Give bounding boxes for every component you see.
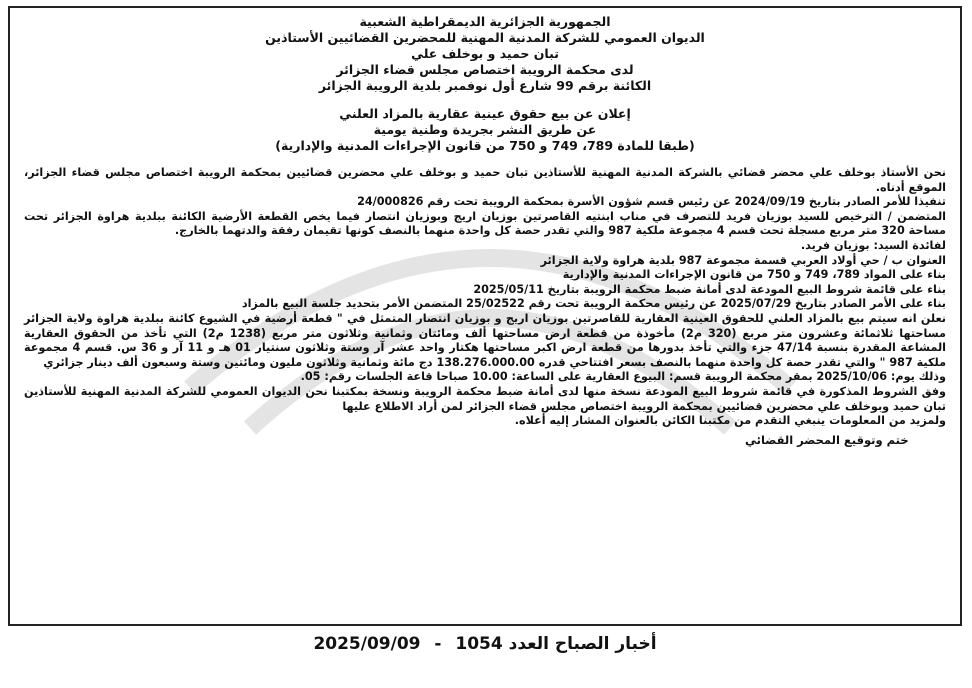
body-paragraph-date: وذلك يوم: 2025/10/06 بمقر محكمة الرويبة قسم: البيوع العقارية على الساعة: 10.00 صباحا قاعة الجلسات رقم: 05. [300,370,946,384]
header-line-bailiffs: تبان حميد و بوخلف علي [411,46,559,61]
body-paragraph-legal-basis: بناء على المواد 789، 749 و 750 من قانون الإجراءات المدنية والإدارية [562,268,946,282]
publication-date: 2025/09/09 [313,634,421,654]
header-line-republic: الجمهورية الجزائرية الديمقراطية الشعبية [359,14,611,29]
publication-name: أخبار الصباح العدد 1054 [455,634,657,654]
header-line-address: الكائنة برقم 99 شارع أول نوفمبر بلدية الرويبة الجزائر [318,78,652,93]
signature-text: ختم وتوقيع المحضر القضائي [745,432,909,447]
body-paragraph-conditions: بناء على قائمة شروط البيع المودعة لدى أمانة ضبط محكمة الرويبة بتاريخ 2025/05/11 [473,282,946,296]
body-paragraph-beneficiary: لفائدة السيد: بوزيان فريد. [800,238,946,252]
body-paragraph-session-order: بناء على الأمر الصادر بتاريخ 2025/07/29 عن رئيس محكمة الرويبة تحت رقم 25/02522 المتضمن الأمر بتحديد جلسة البيع بالمزاد [241,297,946,311]
body-paragraph-terms: وفق الشروط المذكورة في قائمة شروط البيع المودعة نسخة منها لدى أمانة ضبط محكمة الرويبة ونسخة بمكتبنا نحن الديوان العمومي للشركة المدنية المهنية للأستاذين تبان حميد وبوخلف علي محضرين قضائيين بمحكمة الرويبة اختصاص مجلس قضاء الجزائر لمن أراد الاطلاع عليها [24,384,946,413]
notice-title-line-1: إعلان عن بيع حقوق عينية عقارية بالمزاد العلني [339,106,631,121]
body-paragraph-order: تنفيذا للأمر الصادر بتاريخ 2024/09/19 عن رئيس قسم شؤون الأسرة بمحكمة الرويبة تحت رقم 24/000826 [357,195,946,209]
body-paragraph-intro: نحن الأستاذ بوخلف علي محضر قضائي بالشركة المدنية المهنية للأستاذين تبان حميد و بوخلف علي محضرين قضائيين بمحكمة الرويبة اختصاص مجلس قضاء الجزائر، الموقع أدناه. [24,166,946,194]
notice-title-line-2: عن طريق النشر بجريدة وطنية يومية [373,122,597,137]
issuer-header [10,14,960,94]
publication-footer [8,628,962,660]
notice-title-line-3: (طبقا للمادة 789، 749 و 750 من قانون الإجراءات المدنية والإدارية) [275,138,695,153]
notice-title [10,106,960,154]
body-paragraph-info: ولمزيد من المعلومات ينبغي التقدم من مكتبنا الكائن بالعنوان المشار إليه أعلاه. [514,414,946,428]
signature-line [10,433,946,447]
notice-frame [8,6,962,626]
footer-separator: - [434,634,442,654]
header-line-office: الديوان العمومي للشركة المدنية المهنية للمحضرين القضائيين الأستاذين [265,30,705,45]
header-line-court: لدى محكمة الرويبة اختصاص مجلس قضاء الجزائر [336,62,634,77]
body-paragraph-announcement: نعلن انه سيتم بيع بالمزاد العلني للحقوق العينية العقارية للقاصرتين بوزيان اريج و بوزيان انتصار المتمثل في " قطعة أرضية في الشيوع كائنة ببلدية هراوة ولاية الجزائر مساحتها ثلاثمائة وعشرون متر مربع (320 م2) مأخوذة من قطعة ارض مساحتها ألف ومائتان وثمانية وثلاثون متر مربع (1238 م2) التي تأخذ من الحقوق العقارية المشاعة المقدرة بنسبة 47/14 جزء والتي تأخذ بدورها من قطعة ارض اكبر مساحتها هكتار واحد عشر آر وستة وثلاثون سنتيار 01 هـ و 11 آر و 36 س. قسم 4 مجموعة ملكية 987 " والتي تقدر حصة كل واحدة منهما بالنصف بسعر افتتاحي قدره 138.276.000.00 دج مائة وثمانية وثلاثون مليون ومائتين وستة وسبعون ألف دينار جزائري [24,311,946,369]
body-paragraph-subject: المتضمن / الترخيص للسيد بوزيان فريد للتصرف في مناب ابنتيه القاصرتين بوزيان اريج وبوزيان انتصار فيما يخص القطعة الأرضية الكائنة ببلدية هراوة الجزائر تحت مساحة 320 متر مربع مسجلة تحت قسم 4 مجموعة ملكية 987 والتي تقدر حصة كل واحدة منهما بالنصف كونها تقيمان رفقة والدتهما بالخارج. [24,209,946,238]
body-paragraph-address: العنوان ب / حي أولاد العربي قسمة مجموعة 987 بلدية هراوة ولاية الجزائر [540,253,946,267]
notice-body [24,166,946,429]
